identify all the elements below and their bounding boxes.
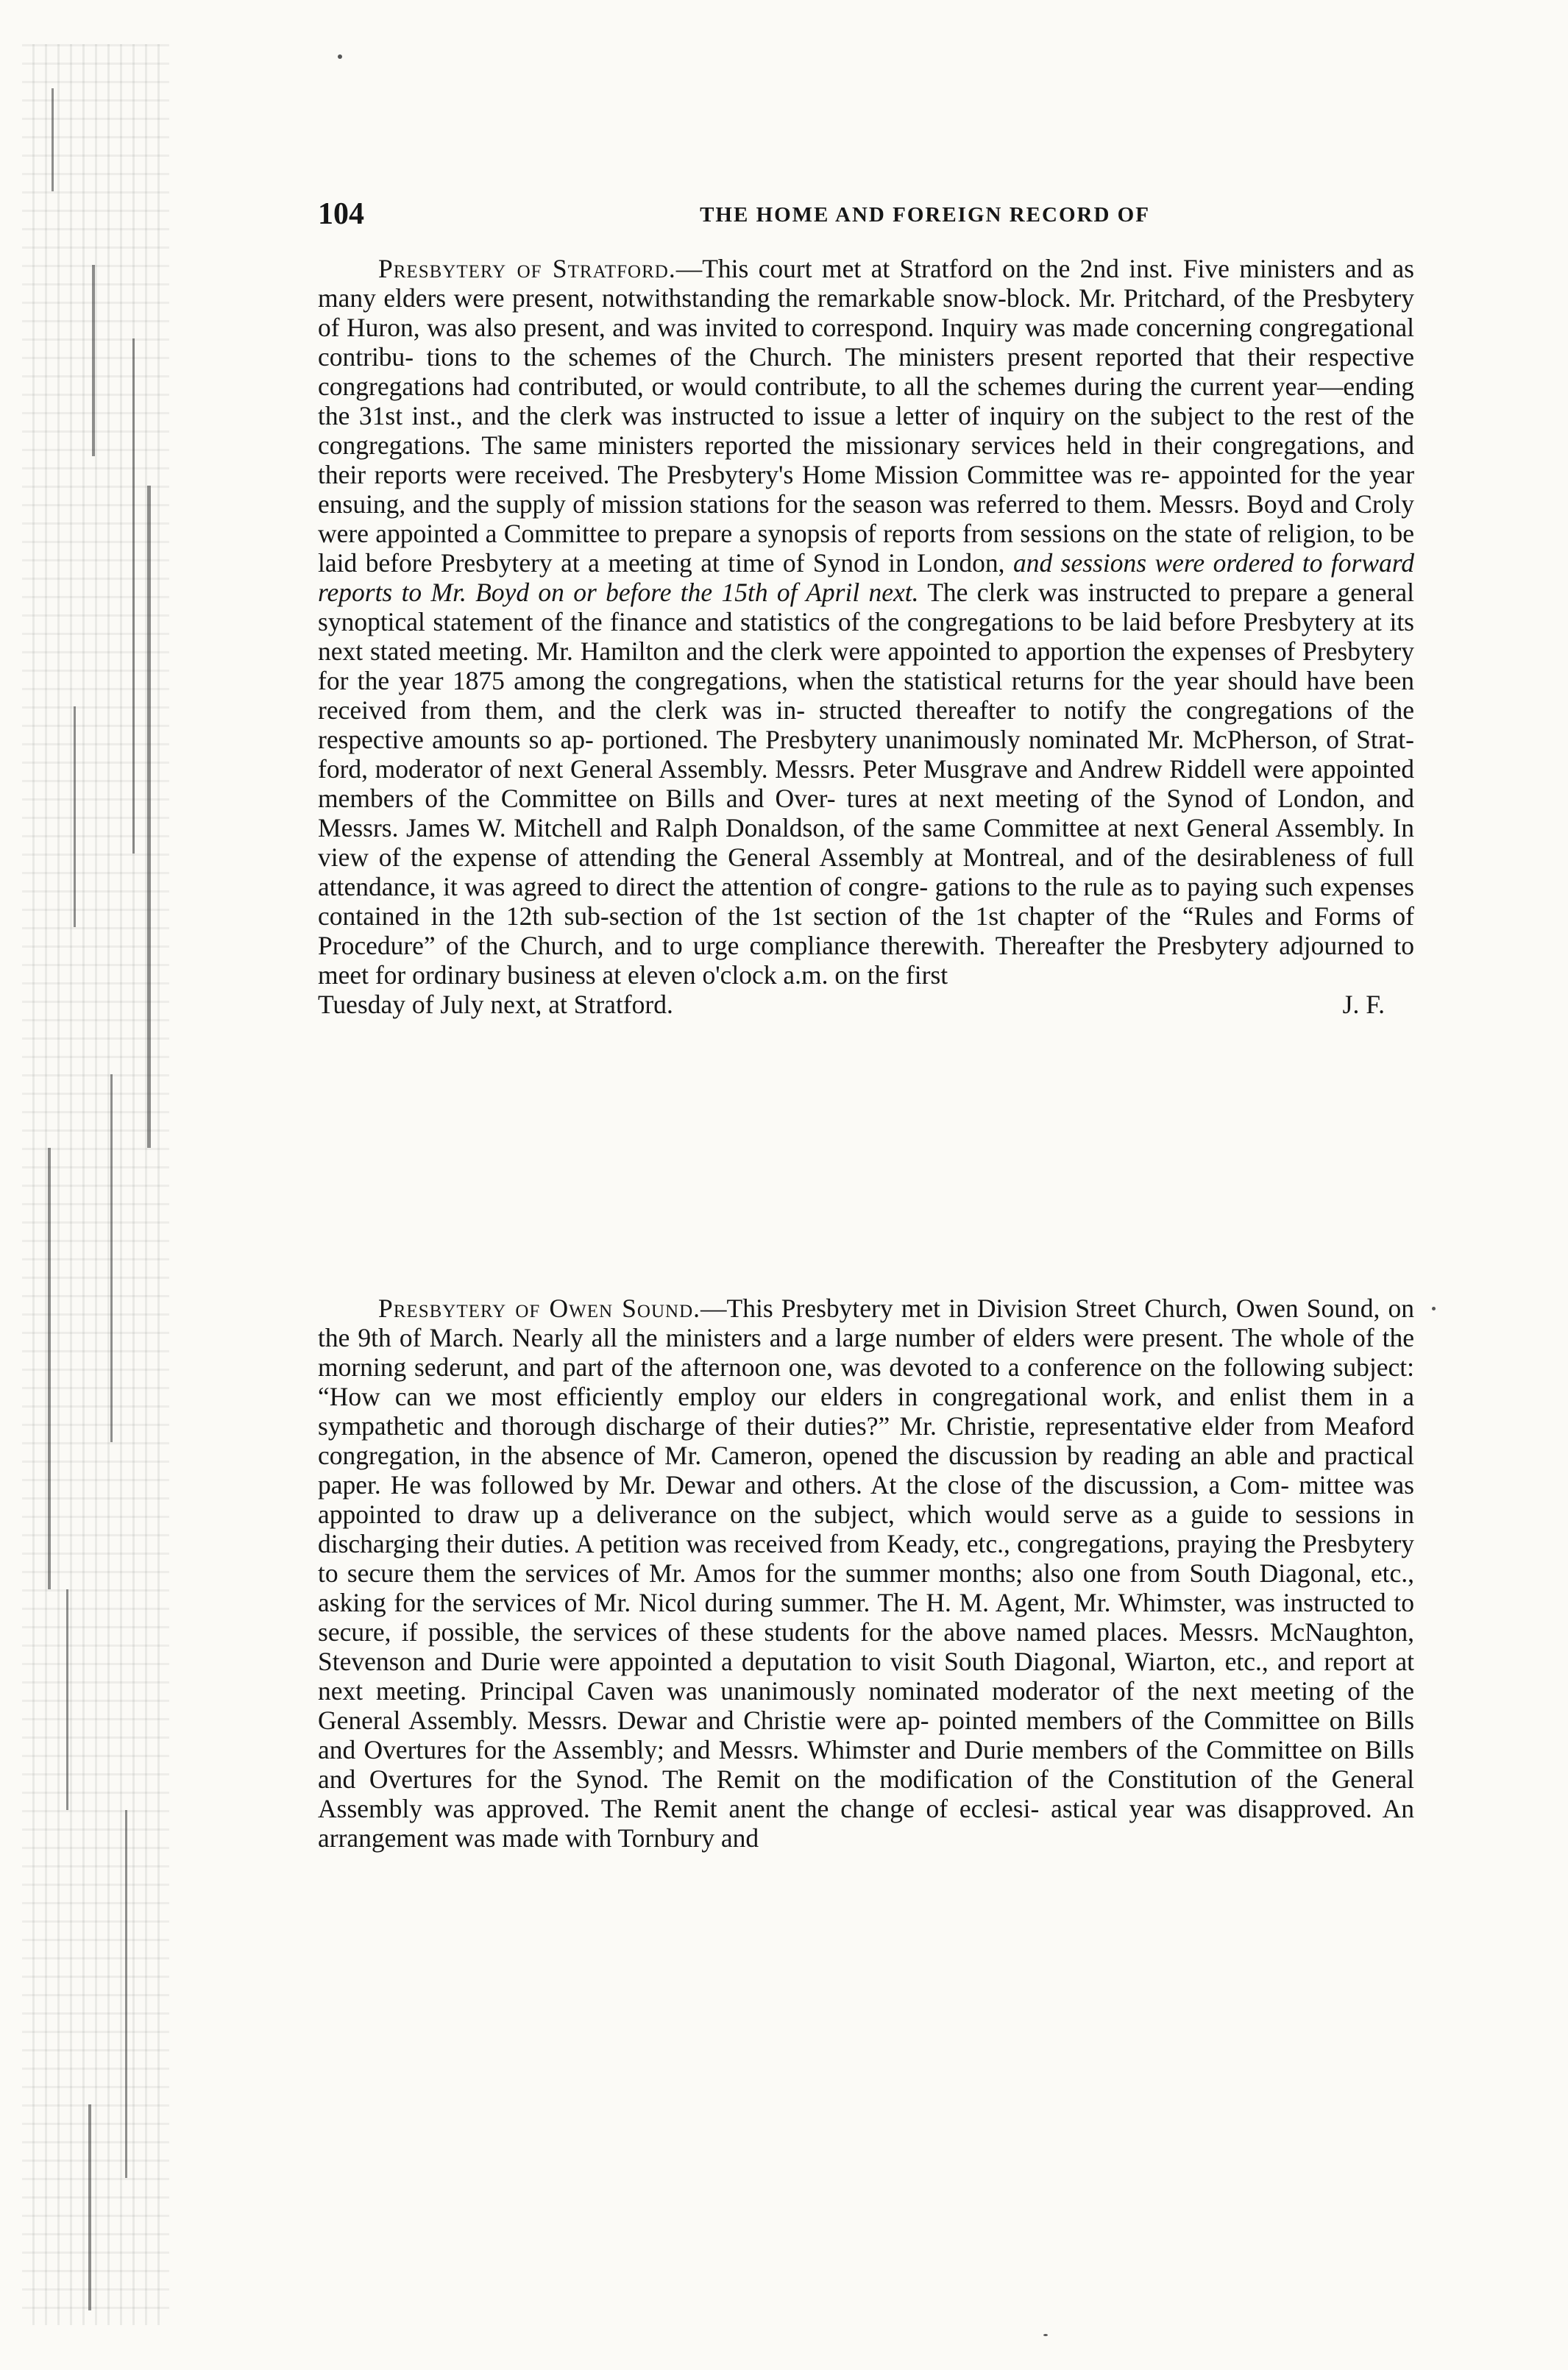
text-line: for the above named places. Messrs. McNaughton, Stevenson and Durie were [318, 1617, 1414, 1676]
text-line: of the 1st section of the 1st chapter of the “Rules and Forms of Procedure” [318, 901, 1414, 960]
text-line: of the General Assembly was approved. The Remit anent the change of ecclesi- [318, 1764, 1415, 1823]
text-line: gations to the rule as to paying such expenses contained in the 12th sub-section [318, 872, 1415, 931]
text-line: Cameron, opened the discussion by reading an able and practical paper. He [318, 1441, 1414, 1500]
text-line: and Ralph Donaldson, of the same Committee at next General Assembly. In [609, 813, 1415, 842]
print-speck [1432, 1307, 1436, 1310]
print-speck [338, 54, 342, 59]
text-line: part of the afternoon one, was devoted to a conference on the following subject: [562, 1352, 1414, 1382]
print-speck [1043, 2334, 1048, 2336]
text-line: view of the expense of attending the General Assembly at Montreal, and of the [318, 842, 1187, 872]
text-line: astical year was disapproved. An arrangement was made with Tornbury and [318, 1794, 1414, 1853]
text-line: enlist them in a sympathetic and thorough discharge of their duties?” Mr. [318, 1382, 1414, 1441]
article-heading: Presbytery of Owen Sound. [378, 1294, 701, 1323]
article-body [318, 1294, 1414, 1853]
text-line: —This court met at Stratford on the 2nd inst. [675, 254, 1174, 283]
text-line: next meeting of the General Assembly. Messrs. Dewar and Christie were ap- [318, 1676, 1414, 1735]
text-line: issue a letter of inquiry on the subject to the rest of the congregations. The [318, 401, 1415, 460]
text-line: portioned. The Presbytery unanimously nominated Mr. McPherson, of Strat- [602, 725, 1414, 754]
text-line: “How can we most efficiently employ our elders in congregational work, and [318, 1382, 1216, 1411]
text-line: Andrew Riddell were appointed members of the Committee on Bills and Over- [318, 754, 1414, 813]
article-heading: Presbytery of Stratford. [378, 254, 676, 283]
text-line: Overtures for the Synod. The Remit on the modification of the Constitution [369, 1764, 1237, 1794]
text-line: during the current year—ending the 31st inst., and the clerk was instructed to [318, 372, 1415, 430]
text-line: Christie, representative elder from Meaford congregation, in the absence of Mr. [318, 1411, 1414, 1470]
text-line: and statistics of the congregations to be laid before Presbytery at its next stated [318, 607, 1414, 666]
signature: J. F. [1342, 990, 1385, 1019]
text-line: was referred to them. Messrs. Boyd and Croly were appointed a Committee to [318, 489, 1415, 548]
text-line: structed thereafter to notify the congregations of the respective amounts so ap- [318, 695, 1414, 754]
text-line: prepare a synopsis of reports from sessions on the state of religion, to be laid [318, 519, 1414, 578]
text-line: respective congregations had contributed, or would contribute, to all the schemes [318, 342, 1414, 401]
page-binding-edge [22, 44, 169, 2325]
text-line: Five ministers and as many elders were present, notwithstanding the remarkable [318, 254, 1414, 313]
text-line: desirableness of full attendance, it was agreed to direct the attention of congre- [318, 842, 1415, 901]
text-line: their reports were received. The Presbytery's Home Mission Committee was re- [318, 460, 1170, 489]
article-presbytery-of-owen-sound [318, 1294, 1414, 1853]
text-line: meeting. Mr. Hamilton and the clerk were appointed to apportion the expenses [438, 636, 1266, 666]
text-line: before Presbytery at a meeting at time of Synod in London, [365, 548, 1005, 578]
text-line: Church, Owen Sound, on the 9th of March. Nearly all the ministers and a [318, 1294, 1415, 1352]
text-line: —This Presbytery met in Division Street [700, 1294, 1137, 1323]
text-line: Tuesday of July next, at Stratford. [318, 990, 673, 1019]
text-line: as a guide to sessions in discharging their duties. A petition was received from [318, 1500, 1415, 1558]
text-line: appointed a deputation to visit South Diagonal, Wiarton, etc., and report at [609, 1647, 1415, 1676]
text-line: tions to the schemes of the Church. The ministers present reported that their [426, 342, 1296, 372]
text-line: was followed by Mr. Dewar and others. At the close of the discussion, a Com- [430, 1470, 1290, 1500]
text-line: invited to correspond. Inquiry was made concerning congregational contribu- [318, 313, 1415, 372]
page-number: 104 [318, 197, 364, 231]
text-line: of the Church, and to urge compliance therewith. Thereafter the Presbytery [445, 931, 1269, 960]
text-line: adjourned to meet for ordinary business at eleven o'clock a.m. on the first [318, 931, 1414, 990]
text-line: large number of elders were present. The whole of the morning sederunt, and [318, 1323, 1414, 1382]
text-line: of Mr. Amos for the summer months; also one from South Diagonal, etc., [618, 1558, 1415, 1588]
text-line: appointed for the year ensuing, and the supply of mission stations for the season [318, 460, 1415, 519]
text-line: returns for the year should have been received from them, and the clerk was in- [318, 666, 1415, 725]
text-line: Whimster, was instructed to secure, if possible, the services of these students [318, 1588, 1414, 1647]
running-head: THE HOME AND FOREIGN RECORD OF [700, 203, 1150, 227]
text-line: same ministers reported the missionary services held in their congregations, and [533, 430, 1415, 460]
closing-line [318, 990, 1385, 1019]
text-line: tures at next meeting of the Synod of London, and Messrs. James W. Mitchell [318, 784, 1415, 842]
italic-passage: and sessions were ordered to forward reports to Mr. Boyd on or before the 15th of April next. [318, 548, 1415, 607]
article-presbytery-of-stratford [318, 254, 1414, 1019]
text-line: The clerk was instructed to prepare a general synoptical statement of the finance [318, 578, 1415, 636]
page-header [318, 196, 1400, 233]
text-line: snow-block. Mr. Pritchard, of the Presbytery of Huron, was also present, and was [318, 283, 1414, 342]
text-line: asking for the services of Mr. Nicol during summer. The H. M. Agent, Mr. [318, 1588, 1111, 1617]
text-line: mittee was appointed to draw up a deliverance on the subject, which would serve [318, 1470, 1414, 1529]
text-line: ford, moderator of next General Assembly. Messrs. Peter Musgrave and [318, 754, 1073, 784]
text-line: pointed members of the Committee on Bills and Overtures for the Assembly; [318, 1706, 1415, 1764]
text-line: of Presbytery for the year 1875 among the congregations, when the statistical [318, 636, 1415, 695]
text-line: Keady, etc., congregations, praying the Presbytery to secure them the services [318, 1529, 1414, 1588]
text-line: next meeting. Principal Caven was unanimously nominated moderator of the [318, 1676, 1179, 1706]
text-line: and Messrs. Whimster and Durie members of the Committee on Bills and [318, 1735, 1415, 1794]
article-body [318, 254, 1414, 990]
